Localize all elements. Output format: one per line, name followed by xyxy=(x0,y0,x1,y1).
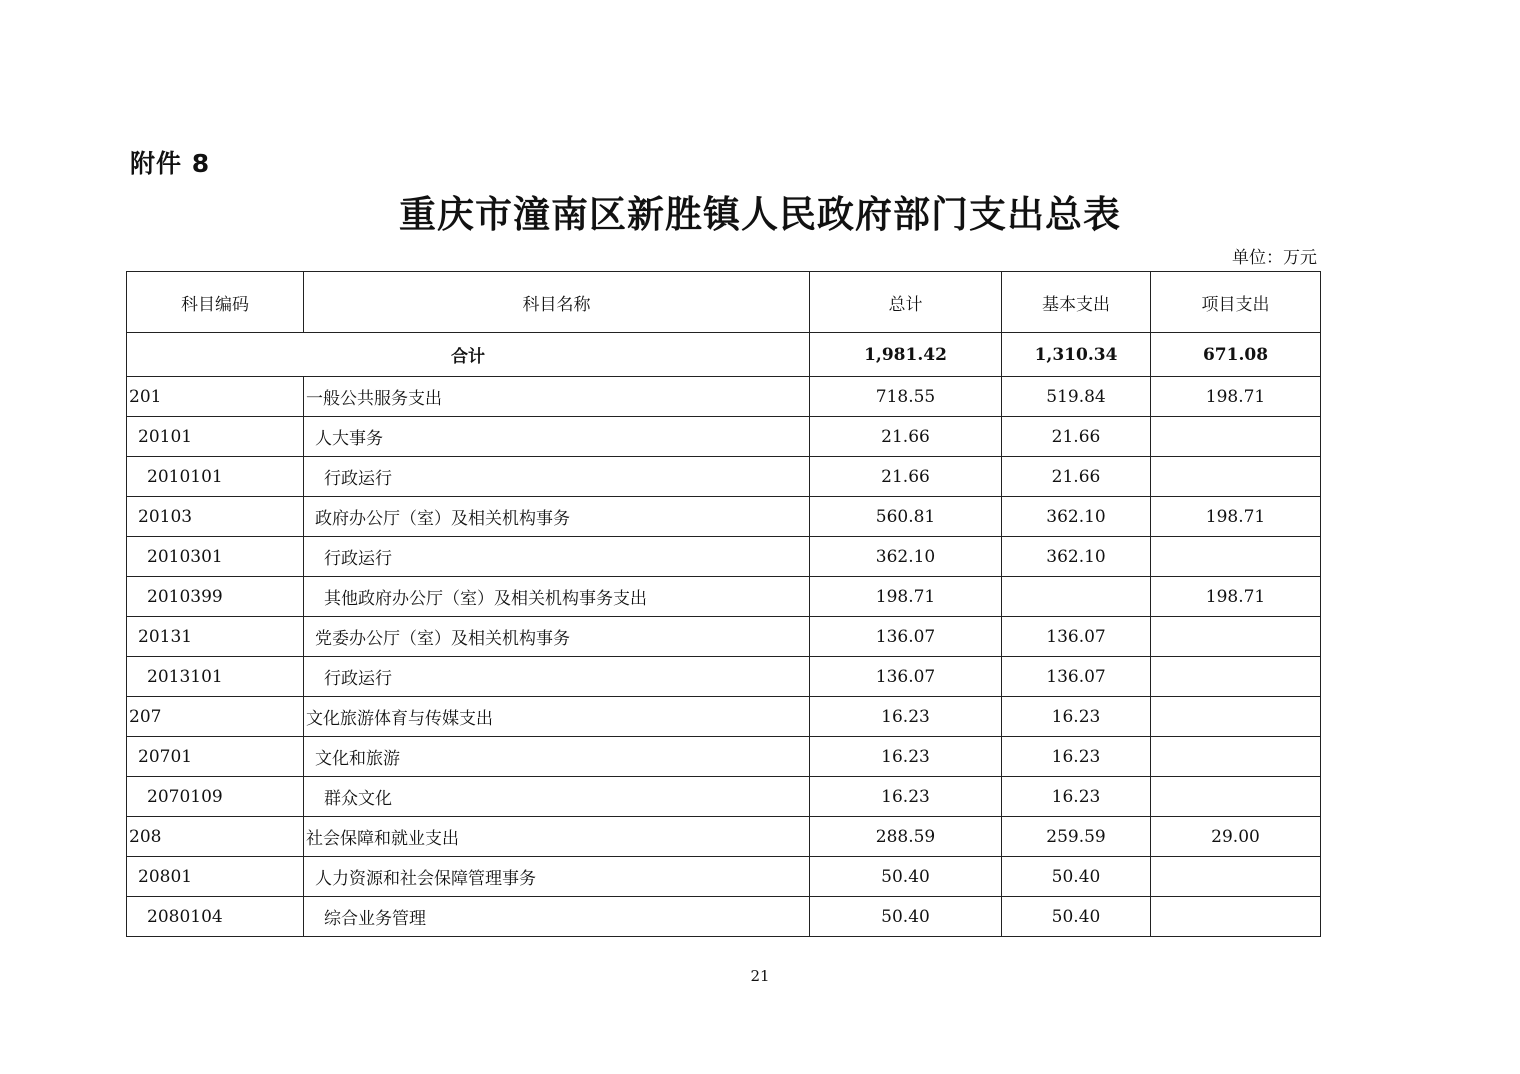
cell-project-expense xyxy=(1151,457,1321,497)
header-subject-name: 科目名称 xyxy=(304,272,810,333)
cell-basic-expense: 21.66 xyxy=(1002,417,1151,457)
cell-subject-code: 20801 xyxy=(127,857,304,897)
cell-total: 50.40 xyxy=(810,897,1002,937)
table-row xyxy=(127,657,1321,697)
total-basic-value: 1,310.34 xyxy=(1002,333,1151,377)
cell-subject-name: 文化和旅游 xyxy=(304,737,810,777)
cell-total: 50.40 xyxy=(810,857,1002,897)
cell-basic-expense: 16.23 xyxy=(1002,737,1151,777)
cell-basic-expense: 16.23 xyxy=(1002,777,1151,817)
cell-basic-expense: 519.84 xyxy=(1002,377,1151,417)
cell-subject-name: 行政运行 xyxy=(304,657,810,697)
cell-subject-name: 其他政府办公厅（室）及相关机构事务支出 xyxy=(304,577,810,617)
page-number: 21 xyxy=(750,967,770,985)
table-row xyxy=(127,497,1321,537)
header-basic-expense: 基本支出 xyxy=(1002,272,1151,333)
header-total: 总计 xyxy=(810,272,1002,333)
cell-project-expense xyxy=(1151,737,1321,777)
cell-total: 136.07 xyxy=(810,657,1002,697)
cell-project-expense: 198.71 xyxy=(1151,577,1321,617)
cell-subject-code: 2010399 xyxy=(127,577,304,617)
cell-total: 362.10 xyxy=(810,537,1002,577)
header-subject-code: 科目编码 xyxy=(127,272,304,333)
cell-subject-name: 文化旅游体育与传媒支出 xyxy=(304,697,810,737)
table-row xyxy=(127,857,1321,897)
cell-subject-name: 行政运行 xyxy=(304,457,810,497)
total-label: 合计 xyxy=(127,333,810,377)
table-row xyxy=(127,777,1321,817)
cell-basic-expense: 136.07 xyxy=(1002,657,1151,697)
cell-project-expense xyxy=(1151,417,1321,457)
cell-subject-code: 2010101 xyxy=(127,457,304,497)
cell-subject-code: 2010301 xyxy=(127,537,304,577)
page-title: 重庆市潼南区新胜镇人民政府部门支出总表 xyxy=(399,192,1121,236)
table-row xyxy=(127,817,1321,857)
cell-total: 198.71 xyxy=(810,577,1002,617)
table-row xyxy=(127,617,1321,657)
cell-basic-expense: 50.40 xyxy=(1002,897,1151,937)
cell-basic-expense: 259.59 xyxy=(1002,817,1151,857)
cell-subject-name: 一般公共服务支出 xyxy=(304,377,810,417)
total-project-value: 671.08 xyxy=(1151,333,1321,377)
cell-project-expense xyxy=(1151,697,1321,737)
cell-total: 21.66 xyxy=(810,457,1002,497)
table-total-row xyxy=(127,333,1321,377)
cell-total: 21.66 xyxy=(810,417,1002,457)
cell-subject-name: 党委办公厅（室）及相关机构事务 xyxy=(304,617,810,657)
cell-total: 16.23 xyxy=(810,697,1002,737)
cell-project-expense: 29.00 xyxy=(1151,817,1321,857)
cell-total: 560.81 xyxy=(810,497,1002,537)
cell-project-expense: 198.71 xyxy=(1151,377,1321,417)
table-header-row xyxy=(127,272,1321,333)
table-row xyxy=(127,577,1321,617)
cell-subject-name: 行政运行 xyxy=(304,537,810,577)
cell-basic-expense: 362.10 xyxy=(1002,497,1151,537)
table-row xyxy=(127,457,1321,497)
table-row xyxy=(127,737,1321,777)
cell-subject-code: 207 xyxy=(127,697,304,737)
cell-subject-name: 综合业务管理 xyxy=(304,897,810,937)
cell-subject-code: 2080104 xyxy=(127,897,304,937)
cell-total: 16.23 xyxy=(810,737,1002,777)
cell-total: 16.23 xyxy=(810,777,1002,817)
cell-basic-expense: 21.66 xyxy=(1002,457,1151,497)
cell-project-expense xyxy=(1151,537,1321,577)
cell-basic-expense: 136.07 xyxy=(1002,617,1151,657)
cell-total: 718.55 xyxy=(810,377,1002,417)
cell-subject-code: 201 xyxy=(127,377,304,417)
cell-subject-code: 2070109 xyxy=(127,777,304,817)
cell-subject-code: 208 xyxy=(127,817,304,857)
cell-project-expense: 198.71 xyxy=(1151,497,1321,537)
cell-subject-name: 群众文化 xyxy=(304,777,810,817)
cell-basic-expense: 50.40 xyxy=(1002,857,1151,897)
cell-subject-code: 20103 xyxy=(127,497,304,537)
cell-subject-name: 人大事务 xyxy=(304,417,810,457)
cell-subject-name: 政府办公厅（室）及相关机构事务 xyxy=(304,497,810,537)
cell-basic-expense: 16.23 xyxy=(1002,697,1151,737)
cell-total: 288.59 xyxy=(810,817,1002,857)
attachment-label: 附件 8 xyxy=(130,149,211,178)
cell-basic-expense xyxy=(1002,577,1151,617)
expense-table xyxy=(126,271,1321,937)
cell-subject-code: 20101 xyxy=(127,417,304,457)
cell-subject-code: 20701 xyxy=(127,737,304,777)
table-row xyxy=(127,697,1321,737)
total-value: 1,981.42 xyxy=(810,333,1002,377)
cell-project-expense xyxy=(1151,897,1321,937)
unit-label: 单位：万元 xyxy=(1232,248,1317,268)
cell-basic-expense: 362.10 xyxy=(1002,537,1151,577)
table-body xyxy=(127,272,1321,937)
cell-subject-code: 2013101 xyxy=(127,657,304,697)
table-row xyxy=(127,417,1321,457)
cell-project-expense xyxy=(1151,777,1321,817)
table-row xyxy=(127,377,1321,417)
cell-subject-code: 20131 xyxy=(127,617,304,657)
table-row xyxy=(127,537,1321,577)
cell-project-expense xyxy=(1151,617,1321,657)
header-project-expense: 项目支出 xyxy=(1151,272,1321,333)
cell-subject-name: 社会保障和就业支出 xyxy=(304,817,810,857)
cell-project-expense xyxy=(1151,657,1321,697)
cell-subject-name: 人力资源和社会保障管理事务 xyxy=(304,857,810,897)
cell-total: 136.07 xyxy=(810,617,1002,657)
table-row xyxy=(127,897,1321,937)
cell-project-expense xyxy=(1151,857,1321,897)
